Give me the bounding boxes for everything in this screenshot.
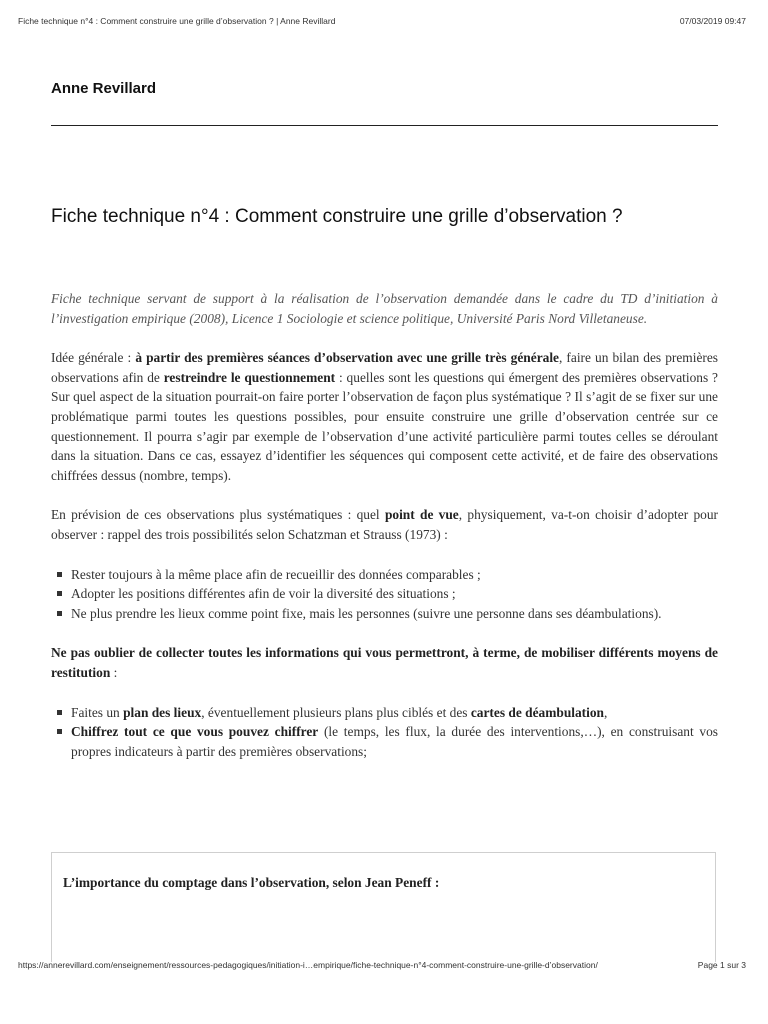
box-heading: L’importance du comptage dans l’observation, selon Jean Peneff :	[63, 875, 440, 890]
text-run: , éventuellement plusieurs plans plus ciblés et des	[201, 704, 471, 720]
list-item	[71, 703, 718, 723]
header-divider	[51, 125, 718, 126]
text-run: Idée générale :	[51, 350, 136, 366]
page-title: Fiche technique n°4 : Comment construire une grille d’observation ?	[51, 206, 623, 227]
square-bullet-icon	[57, 710, 62, 715]
text-run: , physiquement, va-t-on choisir d’adopter pour observer : rappel des trois possibilités selon Schatzman et Strauss (1973) :	[51, 507, 718, 542]
print-header-datetime: 07/03/2019 09:47	[679, 16, 746, 26]
list-item	[71, 584, 718, 604]
text-run: (le temps, les flux, la durée des interventions,…), en construisant vos propres indicateurs à partir des premières observations;	[71, 724, 718, 759]
list-item	[71, 565, 718, 585]
list-item-text: Ne plus prendre les lieux comme point fixe, mais les personnes (suivre une personne dans ses déambulations).	[71, 605, 662, 621]
bold-run: restreindre le questionnement	[163, 369, 336, 385]
square-bullet-icon	[57, 729, 62, 734]
text-run: Faites un	[71, 704, 124, 720]
text-run: ,	[604, 704, 608, 720]
list-item-text: Rester toujours à la même place afin de recueillir des données comparables ;	[71, 566, 481, 582]
bold-run: à partir des premières séances d’observation avec une grille très générale	[135, 350, 559, 366]
bold-run: Chiffrez tout ce que vous pouvez chiffrer	[71, 724, 319, 740]
bold-run: cartes de déambulation	[470, 704, 604, 720]
list-item-text: Adopter les positions différentes afin de voir la diversité des situations ;	[71, 586, 456, 602]
article-body	[51, 289, 718, 781]
reminder-paragraph	[51, 643, 718, 682]
text-run: , faire un bilan des premières observations afin de	[51, 350, 719, 385]
restitution-list	[51, 703, 718, 762]
text-run: :	[110, 664, 118, 680]
point-of-view-paragraph	[51, 505, 718, 544]
list-item	[71, 604, 718, 624]
text-run: En prévision de ces observations plus systématiques : quel	[51, 507, 385, 523]
print-footer-page: Page 1 sur 3	[697, 960, 746, 970]
list-item	[71, 722, 718, 761]
intro-paragraph: Fiche technique servant de support à la réalisation de l’observation demandée dans le cadre du TD d’initiation à l’investigation empirique (2008), Licence 1 Sociologie et science politique, Université Paris Nord Villetaneuse.	[51, 291, 718, 326]
site-title[interactable]: Anne Revillard	[51, 80, 157, 97]
square-bullet-icon	[57, 611, 62, 616]
print-footer	[18, 960, 746, 970]
square-bullet-icon	[57, 591, 62, 596]
bold-run: point de vue	[384, 507, 459, 523]
quote-box	[51, 852, 716, 962]
print-header	[18, 16, 746, 26]
observation-positions-list	[51, 565, 718, 624]
print-footer-url: https://annerevillard.com/enseignement/ressources-pedagogiques/initiation-i…empirique/fiche-technique-n°4-comment-construire-une-grille-d’observation/	[18, 960, 598, 970]
bold-run: Ne pas oublier de collecter toutes les informations qui vous permettront, à terme, de mobiliser différents moyens de restitution	[51, 645, 718, 680]
text-run: : quelles sont les questions qui émergent des premières observations ? Sur quel aspect de la situation pourrait-on faire porter l’observation de façon plus systématique ? Il s’agit de se fixer sur une problématique parmi toutes les questions possibles, pour ensuite construire une grille d’observation centrée sur ce questionnement. Il pourra s’agir par exemple de l’observation d’une activité particulière parmi toutes celles se déroulant dans la situation. Dans ce cas, essayez d’identifier les séquences qui composent cette activité, et de faire des observations chiffrées dessus (nombre, temps).	[51, 369, 718, 483]
square-bullet-icon	[57, 572, 62, 577]
general-idea-paragraph	[51, 348, 718, 485]
bold-run: plan des lieux	[123, 704, 202, 720]
print-header-title: Fiche technique n°4 : Comment construire une grille d’observation ? | Anne Revillard	[18, 16, 336, 26]
